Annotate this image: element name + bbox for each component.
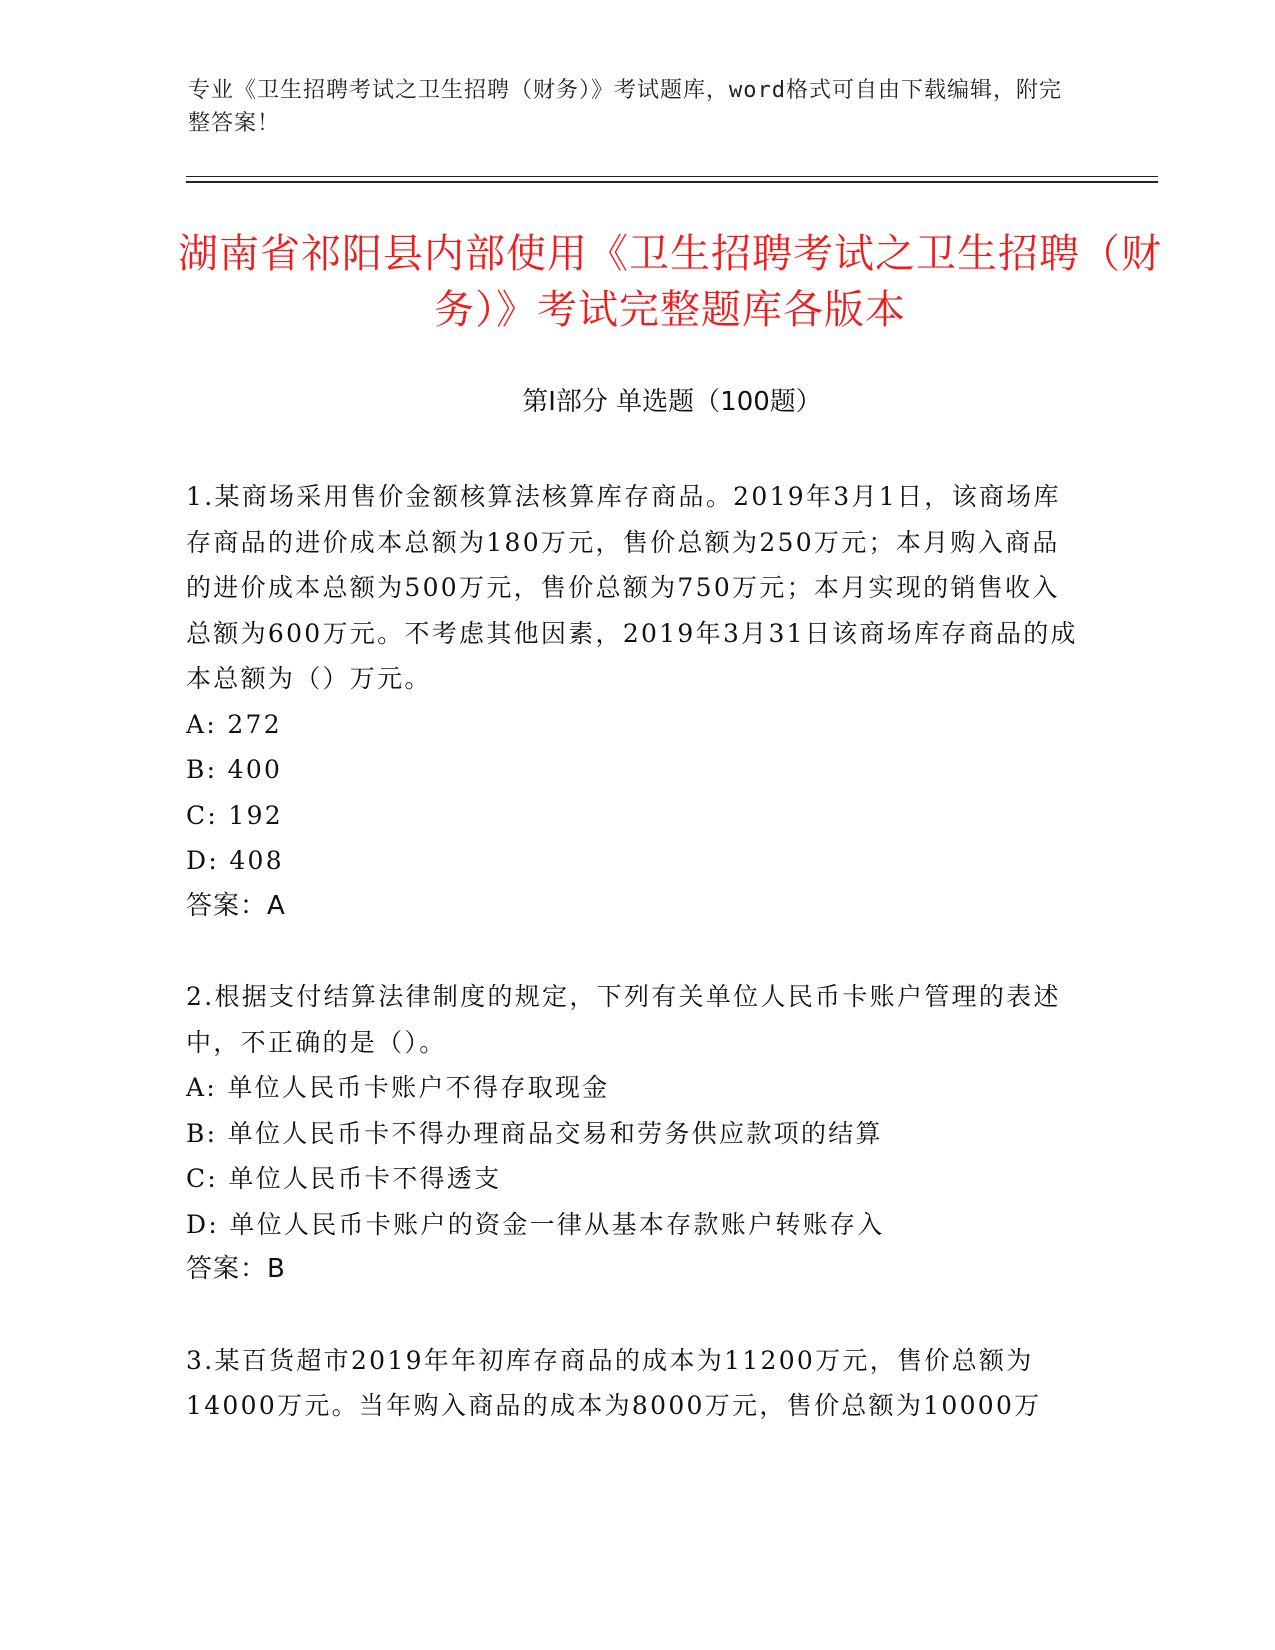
question-1 (186, 474, 1086, 929)
question-list (186, 474, 1086, 1474)
option-a: A: 272 (186, 709, 282, 739)
document-title: 湖南省祁阳县内部使用《卫生招聘考试之卫生招聘（财务）》考试完整题库各版本 (178, 231, 1162, 333)
header-note: 专业《卫生招聘考试之卫生招聘（财务）》考试题库，word格式可自由下载编辑，附完整答案！ (188, 78, 1062, 136)
option-c: C: 192 (186, 800, 284, 830)
question-stem: 2.根据支付结算法律制度的规定，下列有关单位人民币卡账户管理的表述中，不正确的是（）。 (186, 982, 1061, 1057)
answer-label: 答案：A (186, 890, 286, 921)
header-divider-thin (186, 176, 1158, 177)
answer-label: 答案：B (186, 1254, 286, 1284)
question-2 (186, 974, 1086, 1293)
option-d: D: 单位人民币卡账户的资金一律从基本存款账户转账存入 (186, 1209, 885, 1239)
question-stem: 1.某商场采用售价金额核算法核算库存商品。2019年3月1日，该商场库存商品的进价成本总额为180万元，售价总额为250万元；本月购入商品的进价成本总额为500万元，售价总额为750万元；本月实现的销售收入总额为600万元。不考虑其他因素，2019年3月31日该商场库存商品的成本总额为（）万元。 (186, 482, 1078, 693)
option-b: B: 单位人民币卡不得办理商品交易和劳务供应款项的结算 (186, 1118, 883, 1148)
question-3 (186, 1338, 1086, 1429)
option-d: D: 408 (186, 846, 284, 875)
question-stem: 3.某百货超市2019年年初库存商品的成本为11200万元，售价总额为14000万元。当年购入商品的成本为8000万元，售价总额为10000万 (186, 1345, 1042, 1420)
option-b: B: 400 (186, 755, 283, 784)
section-title: 第I部分 单选题（100题） (522, 387, 822, 417)
option-c: C: 单位人民币卡不得透支 (186, 1164, 502, 1193)
option-a: A: 单位人民币卡账户不得存取现金 (186, 1073, 610, 1102)
header-divider-thick (186, 181, 1158, 183)
